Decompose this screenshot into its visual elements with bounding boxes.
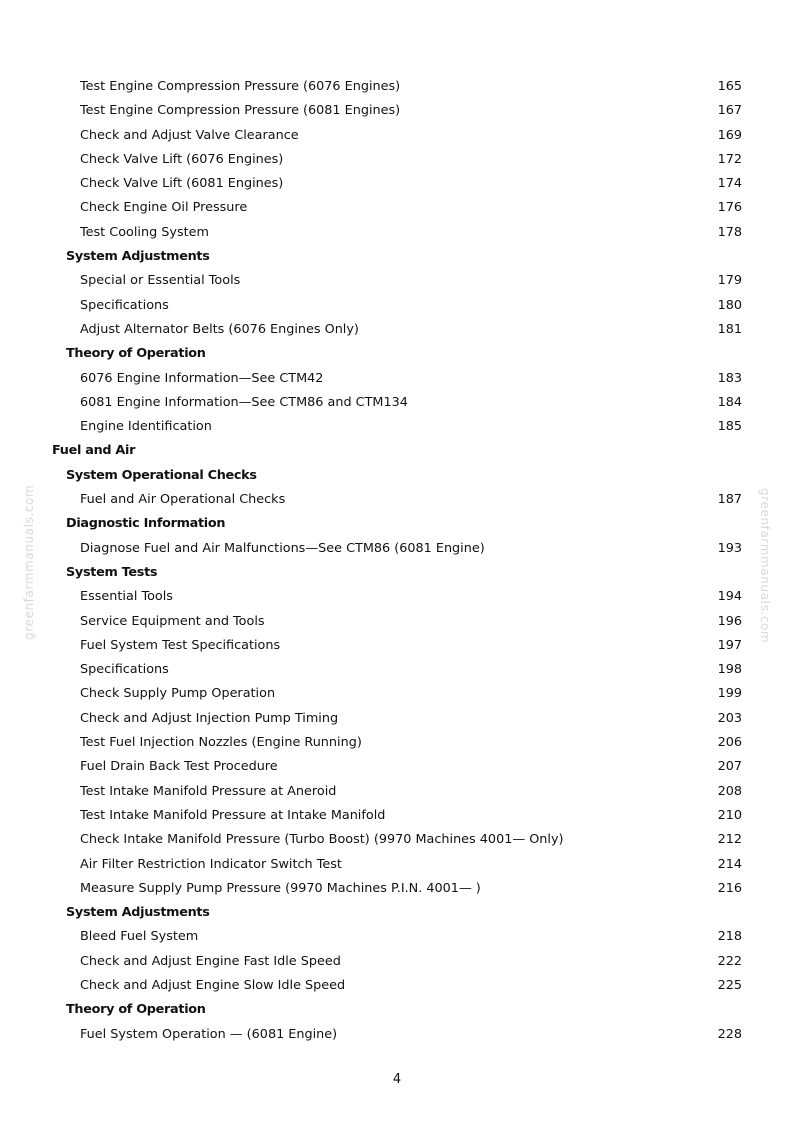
- toc-entry-title: Check Engine Oil Pressure: [80, 200, 248, 216]
- toc-entry[interactable]: [0, 318, 794, 342]
- toc-entry-title: Specifications: [80, 297, 169, 313]
- toc-entry[interactable]: [0, 925, 794, 949]
- toc-entry-title: Fuel Drain Back Test Procedure: [80, 759, 278, 775]
- toc-entry-page-number: 216: [717, 880, 742, 896]
- toc-entry[interactable]: [0, 124, 794, 148]
- table-of-contents: [0, 75, 794, 1047]
- toc-section-heading: [0, 998, 794, 1022]
- toc-entry-title: Check and Adjust Engine Fast Idle Speed: [80, 953, 341, 969]
- toc-entry[interactable]: [0, 488, 794, 512]
- toc-entry-title: Theory of Operation: [66, 1002, 206, 1018]
- toc-entry[interactable]: [0, 877, 794, 901]
- toc-entry-page-number: 193: [717, 540, 742, 556]
- watermark-right: greenfarmmanuals.com: [758, 488, 772, 644]
- toc-entry-page-number: 167: [717, 103, 742, 119]
- toc-entry-title: 6076 Engine Information—See CTM42: [80, 370, 324, 386]
- toc-entry[interactable]: [0, 172, 794, 196]
- toc-entry[interactable]: [0, 415, 794, 439]
- toc-entry[interactable]: [0, 828, 794, 852]
- toc-entry-title: Test Engine Compression Pressure (6076 Engines): [80, 79, 401, 94]
- toc-entry[interactable]: [0, 99, 794, 123]
- toc-entry-page-number: 208: [717, 783, 742, 799]
- toc-entry-page-number: 228: [717, 1026, 742, 1042]
- toc-entry-title: Measure Supply Pump Pressure (9970 Machines P.I.N. 4001— ): [80, 880, 481, 896]
- toc-entry-page-number: 178: [717, 224, 742, 240]
- toc-entry-title: Check Valve Lift (6081 Engines): [80, 176, 284, 192]
- toc-entry-page-number: 180: [717, 297, 742, 313]
- toc-entry[interactable]: [0, 755, 794, 779]
- toc-entry-title: Check and Adjust Injection Pump Timing: [80, 710, 339, 726]
- toc-section-heading: [0, 245, 794, 269]
- toc-entry-page-number: 187: [717, 492, 742, 508]
- toc-entry-title: Special or Essential Tools: [80, 273, 241, 289]
- toc-entry-page-number: 176: [717, 200, 742, 216]
- toc-section-heading: [0, 464, 794, 488]
- toc-entry[interactable]: [0, 780, 794, 804]
- toc-entry-page-number: 194: [717, 589, 742, 605]
- toc-entry[interactable]: [0, 610, 794, 634]
- toc-entry-page-number: 184: [717, 394, 742, 410]
- toc-entry-page-number: 185: [717, 419, 742, 435]
- toc-entry[interactable]: [0, 634, 794, 658]
- toc-entry-page-number: 199: [717, 686, 742, 702]
- toc-entry-title: Essential Tools: [80, 589, 173, 605]
- page-number: 4: [392, 1072, 402, 1087]
- toc-entry[interactable]: [0, 75, 794, 99]
- toc-entry-page-number: 183: [717, 370, 742, 386]
- toc-entry[interactable]: [0, 707, 794, 731]
- toc-entry-title: Test Intake Manifold Pressure at Aneroid: [80, 783, 337, 799]
- toc-entry-page-number: 212: [717, 832, 742, 848]
- toc-entry-title: Theory of Operation: [66, 346, 206, 362]
- toc-section-heading: [0, 439, 794, 463]
- toc-entry[interactable]: [0, 585, 794, 609]
- toc-entry[interactable]: [0, 294, 794, 318]
- toc-entry-title: System Adjustments: [66, 905, 210, 921]
- toc-entry-page-number: 214: [717, 856, 742, 872]
- toc-entry-page-number: 197: [717, 637, 742, 653]
- watermark-left: greenfarmmanuals.com: [22, 484, 36, 640]
- toc-entry-title: Check Intake Manifold Pressure (Turbo Boost) (9970 Machines 4001— Only): [80, 832, 564, 848]
- toc-entry-title: Air Filter Restriction Indicator Switch Test: [80, 856, 342, 872]
- toc-entry-page-number: 198: [717, 662, 742, 678]
- toc-entry[interactable]: [0, 1023, 794, 1047]
- toc-entry-page-number: 210: [717, 807, 742, 823]
- toc-entry-page-number: 222: [717, 953, 742, 969]
- toc-entry-page-number: 181: [717, 321, 742, 337]
- toc-entry-title: 6081 Engine Information—See CTM86 and CTM134: [80, 394, 408, 410]
- toc-entry-title: Check and Adjust Engine Slow Idle Speed: [80, 977, 346, 993]
- toc-entry-title: Diagnostic Information: [66, 516, 226, 532]
- toc-entry[interactable]: [0, 221, 794, 245]
- toc-entry-title: Check Valve Lift (6076 Engines): [80, 151, 284, 167]
- toc-entry-page-number: 174: [717, 176, 742, 192]
- toc-entry[interactable]: [0, 682, 794, 706]
- toc-entry-title: Test Fuel Injection Nozzles (Engine Running): [80, 735, 362, 751]
- toc-entry[interactable]: [0, 950, 794, 974]
- toc-entry-title: Fuel System Test Specifications: [80, 637, 281, 653]
- toc-entry-page-number: 196: [717, 613, 742, 629]
- toc-entry[interactable]: [0, 658, 794, 682]
- toc-section-heading: [0, 342, 794, 366]
- toc-entry[interactable]: [0, 269, 794, 293]
- toc-entry[interactable]: [0, 537, 794, 561]
- toc-entry-page-number: 218: [717, 929, 742, 945]
- toc-entry-title: Diagnose Fuel and Air Malfunctions—See CTM86 (6081 Engine): [80, 540, 485, 556]
- toc-entry[interactable]: [0, 731, 794, 755]
- toc-entry-page-number: 207: [717, 759, 742, 775]
- toc-entry-title: System Adjustments: [66, 249, 210, 265]
- toc-entry-title: Fuel and Air Operational Checks: [80, 492, 286, 508]
- toc-section-heading: [0, 561, 794, 585]
- toc-entry-title: Fuel System Operation — (6081 Engine): [80, 1026, 338, 1042]
- toc-entry[interactable]: [0, 367, 794, 391]
- toc-entry[interactable]: [0, 853, 794, 877]
- toc-entry[interactable]: [0, 804, 794, 828]
- toc-entry-title: Check and Adjust Valve Clearance: [80, 127, 299, 143]
- toc-entry-title: System Operational Checks: [66, 467, 257, 483]
- toc-entry-title: System Tests: [66, 564, 158, 580]
- toc-entry-page-number: 169: [717, 127, 742, 143]
- toc-entry-title: Engine Identification: [80, 419, 212, 435]
- toc-entry[interactable]: [0, 391, 794, 415]
- toc-entry-title: Specifications: [80, 662, 169, 678]
- toc-entry-title: Test Intake Manifold Pressure at Intake Manifold: [80, 807, 386, 823]
- toc-entry-title: Check Supply Pump Operation: [80, 686, 276, 702]
- toc-entry-title: Service Equipment and Tools: [80, 613, 265, 629]
- toc-entry-title: Fuel and Air: [52, 443, 136, 459]
- toc-entry[interactable]: [0, 196, 794, 220]
- toc-entry-title: Bleed Fuel System: [80, 929, 199, 945]
- toc-entry[interactable]: [0, 974, 794, 998]
- toc-entry[interactable]: [0, 148, 794, 172]
- toc-entry-page-number: 172: [717, 151, 742, 167]
- toc-section-heading: [0, 901, 794, 925]
- toc-entry-title: Test Engine Compression Pressure (6081 Engines): [80, 103, 401, 119]
- toc-entry-title: Adjust Alternator Belts (6076 Engines Only): [80, 321, 359, 337]
- toc-entry-page-number: 203: [717, 710, 742, 726]
- toc-entry-title: Test Cooling System: [80, 224, 209, 240]
- toc-section-heading: [0, 512, 794, 536]
- toc-entry-page-number: 165: [717, 79, 742, 94]
- toc-entry-page-number: 206: [717, 735, 742, 751]
- toc-entry-page-number: 225: [717, 977, 742, 993]
- toc-entry-page-number: 179: [717, 273, 742, 289]
